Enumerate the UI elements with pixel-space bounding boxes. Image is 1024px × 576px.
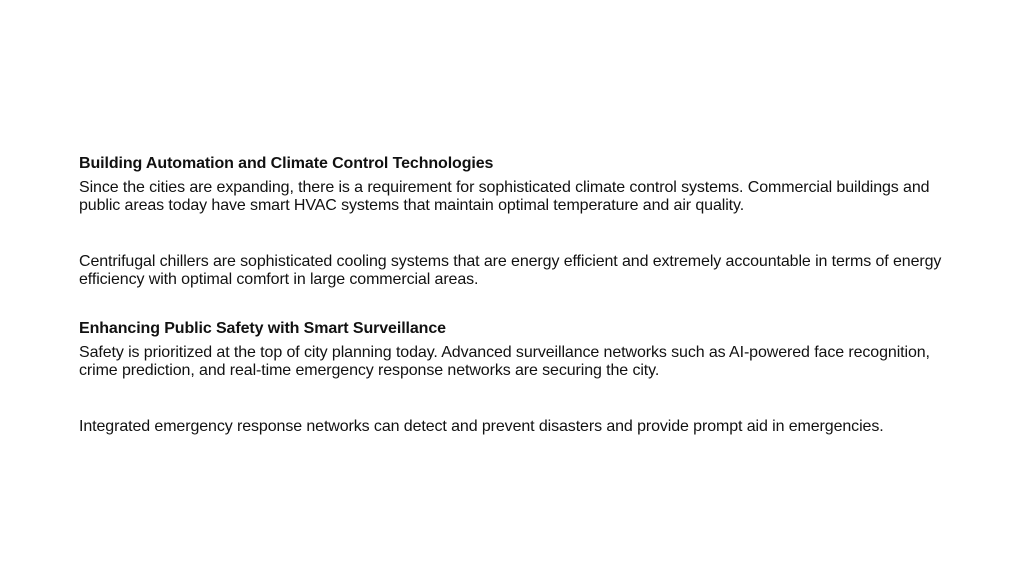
spacer bbox=[79, 380, 949, 418]
section-heading-climate: Building Automation and Climate Control Technologies bbox=[79, 155, 494, 172]
paragraph-chillers: Centrifugal chillers are sophisticated cooling systems that are energy efficient and extremely accountable in terms of energy efficiency with optimal comfort in large commercial areas. bbox=[79, 253, 942, 288]
spacer bbox=[79, 215, 949, 253]
paragraph-emergency: Integrated emergency response networks can detect and prevent disasters and provide prompt aid in emergencies. bbox=[79, 418, 884, 435]
slide-content bbox=[79, 154, 949, 436]
paragraph-climate-intro: Since the cities are expanding, there is a requirement for sophisticated climate control systems. Commercial buildings and public areas today have smart HVAC systems that maintain optimal temperature and air quality. bbox=[79, 179, 930, 214]
paragraph-safety-intro: Safety is prioritized at the top of city planning today. Advanced surveillance networks such as AI-powered face recognition, crime prediction, and real-time emergency response networks are securing the city. bbox=[79, 344, 930, 379]
spacer bbox=[79, 289, 949, 319]
section-heading-safety: Enhancing Public Safety with Smart Surveillance bbox=[79, 320, 446, 337]
